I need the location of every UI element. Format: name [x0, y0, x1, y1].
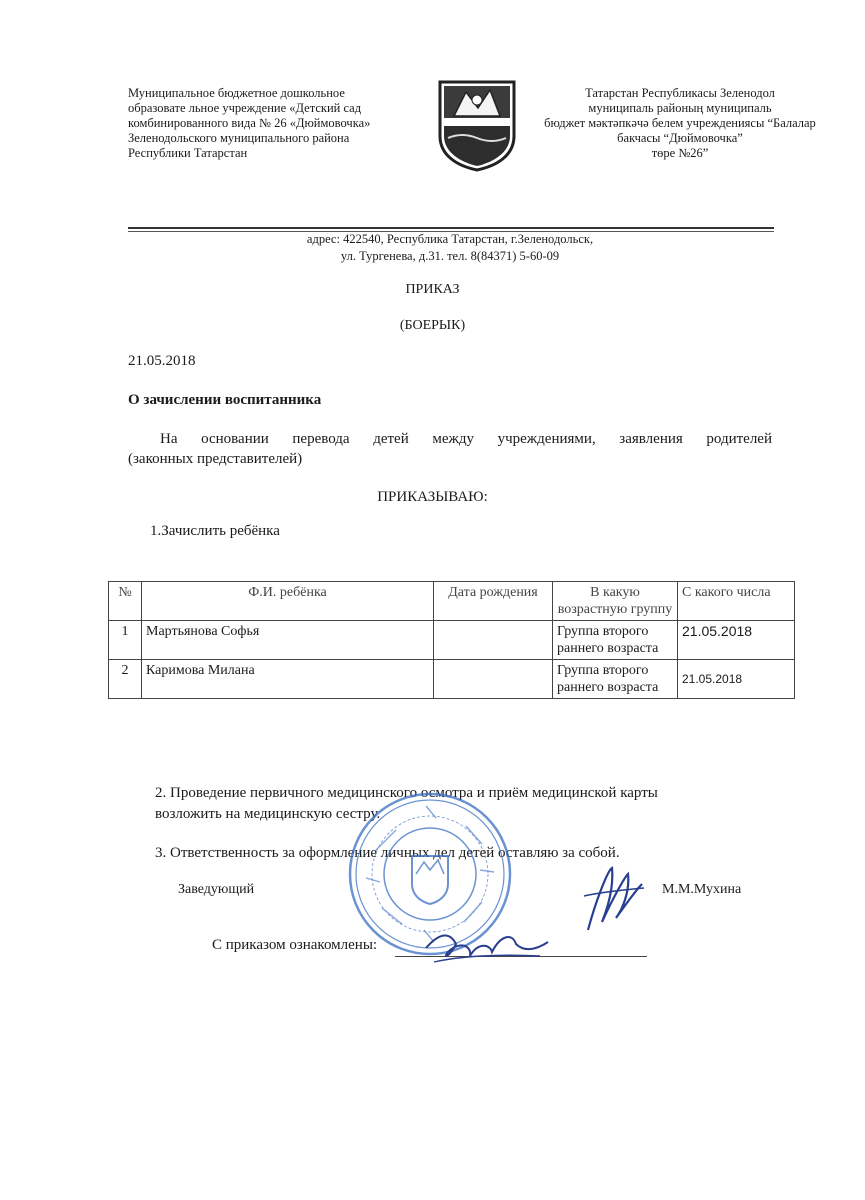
- head-signature-icon: [578, 860, 650, 940]
- cell-number: 1: [109, 621, 142, 660]
- header-divider: [128, 227, 774, 229]
- header-left-line: комбинированного вида № 26 «Дюймовочка»: [128, 116, 371, 130]
- header-right-org-tt: [520, 86, 840, 161]
- cell-from: 21.05.2018: [678, 621, 795, 660]
- header-right-line: төре №26”: [651, 146, 709, 160]
- header-left-org-ru: [128, 86, 428, 161]
- col-header-from: С какого числа: [678, 582, 795, 621]
- doc-subtitle: (БОЕРЫК): [399, 318, 466, 333]
- head-title: Заведующий: [178, 882, 255, 897]
- address-line: адрес: 422540, Республика Татарстан, г.Зеленодольск,: [306, 232, 594, 246]
- cell-name: Мартьянова Софья: [142, 621, 434, 660]
- header-right-line: бакчасы “Дюймовочка”: [617, 131, 743, 145]
- table-row: [109, 660, 795, 699]
- item-2-line-1: 2. Проведение первичного медицинского осмотра и приём медицинской карты: [155, 785, 658, 801]
- cell-group: Группа второго раннего возраста: [553, 660, 678, 699]
- address-block: [200, 231, 700, 265]
- header-right-line: Татарстан Республикасы Зеленодол: [585, 86, 775, 100]
- header-left-line: Зеленодольского муниципального района: [128, 131, 350, 145]
- header-left-line: Муниципальное бюджетное дошкольное: [128, 86, 345, 100]
- col-header-number: №: [109, 582, 142, 621]
- table-header-row: [109, 582, 795, 621]
- cell-name: Каримова Милана: [142, 660, 434, 699]
- item-2-line-2: возложить на медицинскую сестру.: [155, 806, 381, 822]
- header-right-line: бюджет мәктәпкәчә белем учреждениясы “Балалар: [544, 116, 816, 130]
- header-left-line: Республики Татарстан: [128, 146, 248, 160]
- city-emblem-icon: [432, 78, 522, 172]
- acquaint-signature-icon: [420, 922, 555, 972]
- doc-title: ПРИКАЗ: [405, 282, 460, 297]
- cell-from: 21.05.2018: [678, 660, 795, 699]
- address-line: ул. Тургенева, д.31. тел. 8(84371) 5-60-09: [340, 249, 560, 263]
- doc-heading: О зачислении воспитанника: [128, 392, 322, 408]
- table-row: [109, 621, 795, 660]
- item-1: 1.Зачислить ребёнка: [150, 523, 280, 539]
- cell-number: 2: [109, 660, 142, 699]
- order-word: ПРИКАЗЫВАЮ:: [377, 489, 488, 505]
- children-table: [108, 581, 795, 699]
- header-left-line: образовате льное учреждение «Детский сад: [128, 101, 362, 115]
- cell-dob: [434, 660, 553, 699]
- basis-line-1: На основании перевода детей между учреждениями, заявления родителей: [160, 431, 772, 447]
- col-header-group: В какую возрастную группу: [553, 582, 678, 621]
- basis-line-2: (законных представителей): [128, 451, 303, 467]
- cell-dob: [434, 621, 553, 660]
- col-header-name: Ф.И. ребёнка: [142, 582, 434, 621]
- header-right-line: муниципаль районың муниципаль: [588, 101, 772, 115]
- col-header-dob: Дата рождения: [434, 582, 553, 621]
- doc-date: 21.05.2018: [128, 353, 196, 369]
- item-3: 3. Ответственность за оформление личных дел детей оставляю за собой.: [155, 845, 620, 861]
- acquainted-label: С приказом ознакомлены:: [212, 937, 378, 953]
- cell-group: Группа второго раннего возраста: [553, 621, 678, 660]
- head-name: М.М.Мухина: [662, 882, 742, 897]
